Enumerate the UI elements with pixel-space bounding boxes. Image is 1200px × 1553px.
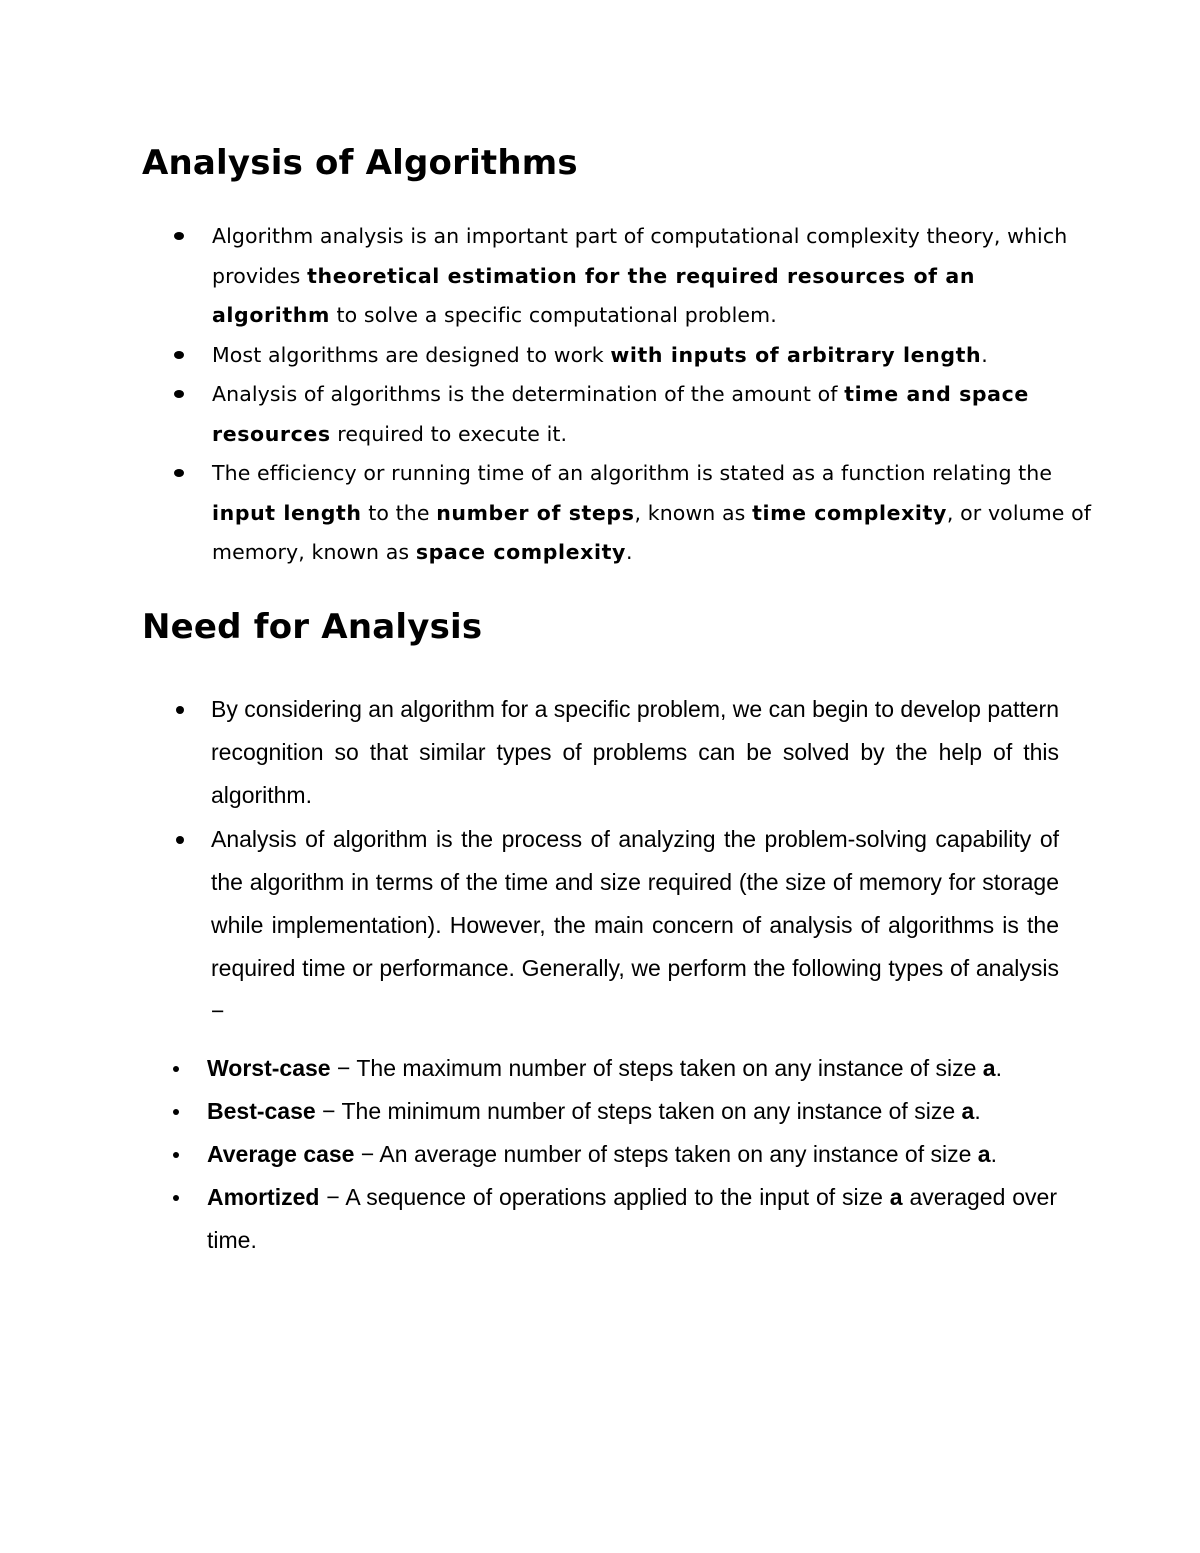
- text: Most algorithms are designed to work: [212, 342, 611, 367]
- heading-need-for-analysis: Need for Analysis: [142, 607, 483, 647]
- term: Best-case: [207, 1098, 316, 1124]
- term: Worst-case: [207, 1055, 331, 1081]
- text: .: [995, 1055, 1002, 1081]
- text: averaged over time.: [207, 1184, 1057, 1253]
- text: − The minimum number of steps taken on any instance of size: [315, 1098, 962, 1124]
- text: to solve a specific computational problem.: [329, 303, 777, 327]
- variable: a: [977, 1141, 991, 1167]
- bullet-icon: [176, 836, 184, 844]
- bullet-icon: [173, 1195, 179, 1201]
- list-item: [212, 375, 1092, 454]
- text: .: [625, 540, 633, 564]
- bullet-icon: [174, 469, 184, 477]
- list-item: [212, 336, 1092, 376]
- bold-text: input length: [212, 500, 362, 525]
- bullet-icon: [174, 351, 184, 359]
- text: − The maximum number of steps taken on any instance of size: [330, 1055, 983, 1081]
- bullet-icon: [174, 390, 184, 398]
- variable: a: [982, 1055, 996, 1081]
- text: required to execute it.: [330, 421, 568, 446]
- list-item-average-case: [207, 1133, 1057, 1176]
- bold-text: theoretical estimation for the required resources of an algorithm: [212, 263, 976, 327]
- heading-analysis-of-algorithms: Analysis of Algorithms: [142, 143, 578, 183]
- bullet-icon: [173, 1109, 179, 1115]
- bold-text: number of steps: [436, 500, 635, 525]
- text: Analysis of algorithm is the process of analyzing the problem-solving capability of the algorithm in terms of the time and size required (the size of memory for storage while implementation). However, the main concern of analysis of algorithms is the required time or performance. Generally, we perform the following types of analysis −: [211, 825, 1059, 1025]
- text: − An average number of steps taken on any instance of size: [354, 1141, 978, 1167]
- text: The efficiency or running time of an algorithm is stated as a function relating the: [212, 461, 1053, 485]
- analysis-bullet-list: [212, 217, 1092, 573]
- text: to the: [361, 500, 437, 525]
- list-item: [211, 818, 1059, 1034]
- text: , or volume of memory, known as: [212, 500, 1092, 564]
- bold-text: with inputs of arbitrary length: [610, 342, 982, 367]
- bullet-icon: [173, 1066, 179, 1072]
- analysis-types-list: [207, 1047, 1057, 1262]
- variable: a: [889, 1184, 903, 1210]
- text: .: [981, 342, 988, 367]
- text: − A sequence of operations applied to the input of size: [319, 1184, 890, 1210]
- term: Average case: [207, 1141, 355, 1167]
- list-item: [212, 454, 1092, 573]
- bullet-icon: [173, 1152, 179, 1158]
- text: , known as: [634, 500, 753, 525]
- text: Analysis of algorithms is the determination of the amount of: [212, 382, 845, 406]
- list-item: [212, 217, 1092, 336]
- bold-text: time complexity: [752, 500, 947, 525]
- text: Algorithm analysis is an important part of computational complexity theory, which provides: [212, 224, 1068, 288]
- bold-text: space complexity: [415, 540, 626, 564]
- term: Amortized: [207, 1184, 320, 1210]
- text: .: [990, 1141, 997, 1167]
- text: .: [974, 1098, 981, 1124]
- list-item: [211, 688, 1059, 818]
- list-item-worst-case: [207, 1047, 1057, 1090]
- list-item-amortized: [207, 1176, 1057, 1262]
- need-bullet-list: [211, 688, 1059, 1034]
- bold-text: time and space resources: [212, 382, 1029, 446]
- text: By considering an algorithm for a specific problem, we can begin to develop pattern recognition so that similar types of problems can be solved by the help of this algorithm.: [211, 696, 1059, 809]
- list-item-best-case: [207, 1090, 1057, 1133]
- bullet-icon: [176, 706, 184, 714]
- variable: a: [961, 1098, 975, 1124]
- bullet-icon: [174, 232, 184, 240]
